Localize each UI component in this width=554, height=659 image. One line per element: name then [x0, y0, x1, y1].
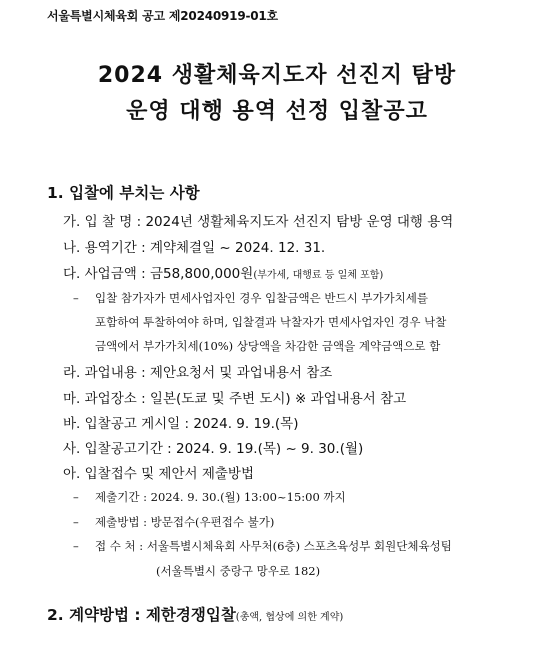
- dash-icon: –: [73, 539, 79, 553]
- submission-address: (서울특별시 중랑구 망우로 182): [156, 564, 321, 578]
- dash-icon: –: [73, 291, 79, 305]
- item-da-value: 금58,800,000원: [149, 266, 254, 282]
- vat-note-line3: 금액에서 부가가치세(10%) 상당액을 차감한 금액을 계약금액으로 함: [95, 339, 441, 353]
- item-ba: 바. 입찰공고 게시일 : 2024. 9. 19.(목): [63, 416, 299, 432]
- vat-note-text1: 입찰 참가자가 면세사업자인 경우 입찰금액은 반드시 부가가치세를: [95, 291, 428, 305]
- item-sa: 사. 입찰공고기간 : 2024. 9. 19.(목) ~ 9. 30.(월): [63, 441, 364, 457]
- item-na: [63, 236, 325, 256]
- item-da-label: 다. 사업금액 :: [63, 266, 146, 282]
- item-ga-label: 가. 입 찰 명 :: [63, 214, 142, 230]
- submission-method-text: 제출방법 : 방문접수(우편접수 불가): [95, 515, 275, 529]
- submission-place: [73, 538, 452, 554]
- item-na-value: 계약체결일 ~ 2024. 12. 31.: [149, 240, 326, 256]
- item-da: [63, 262, 383, 282]
- item-na-label: 나. 용역기간 :: [63, 240, 146, 256]
- notice-number: 서울특별시체육회 공고 제20240919-01호: [47, 9, 278, 23]
- item-ga-value: 2024년 생활체육지도자 선진지 탐방 운영 대행 용역: [145, 214, 454, 230]
- vat-note-line2: 포함하여 투찰하여야 하며, 입찰결과 낙찰자가 면세사업자인 경우 낙찰: [95, 315, 447, 329]
- vat-note-line1: [73, 290, 428, 306]
- page-title-line1: 2024 생활체육지도자 선진지 탐방: [97, 63, 457, 88]
- submission-period-text: 제출기간 : 2024. 9. 30.(월) 13:00~15:00 까지: [95, 490, 346, 504]
- item-ga: [63, 210, 453, 230]
- section-1-heading: 1. 입찰에 부치는 사항: [47, 184, 200, 202]
- contract-method-note: (총액, 협상에 의한 계약): [235, 612, 344, 623]
- item-a: 아. 입찰접수 및 제안서 제출방법: [63, 466, 254, 482]
- submission-method: [73, 514, 274, 530]
- submission-place-text: 접 수 처 : 서울특별시체육회 사무처(6층) 스포츠육성부 회원단체육성팀: [95, 539, 452, 553]
- item-da-note: (부가세, 대행료 등 일체 포함): [253, 270, 384, 281]
- dash-icon: –: [73, 490, 79, 504]
- section-2-heading: [47, 603, 343, 625]
- item-ra: 라. 과업내용 : 제안요청서 및 과업내용서 참조: [63, 365, 333, 381]
- submission-period: [73, 489, 346, 505]
- dash-icon: –: [73, 515, 79, 529]
- contract-method-label: 2. 계약방법 : 제한경쟁입찰: [47, 606, 236, 624]
- item-ma: 마. 과업장소 : 일본(도쿄 및 주변 도시) ※ 과업내용서 참고: [63, 391, 407, 407]
- page-title-line2: 운영 대행 용역 선정 입찰공고: [126, 99, 428, 124]
